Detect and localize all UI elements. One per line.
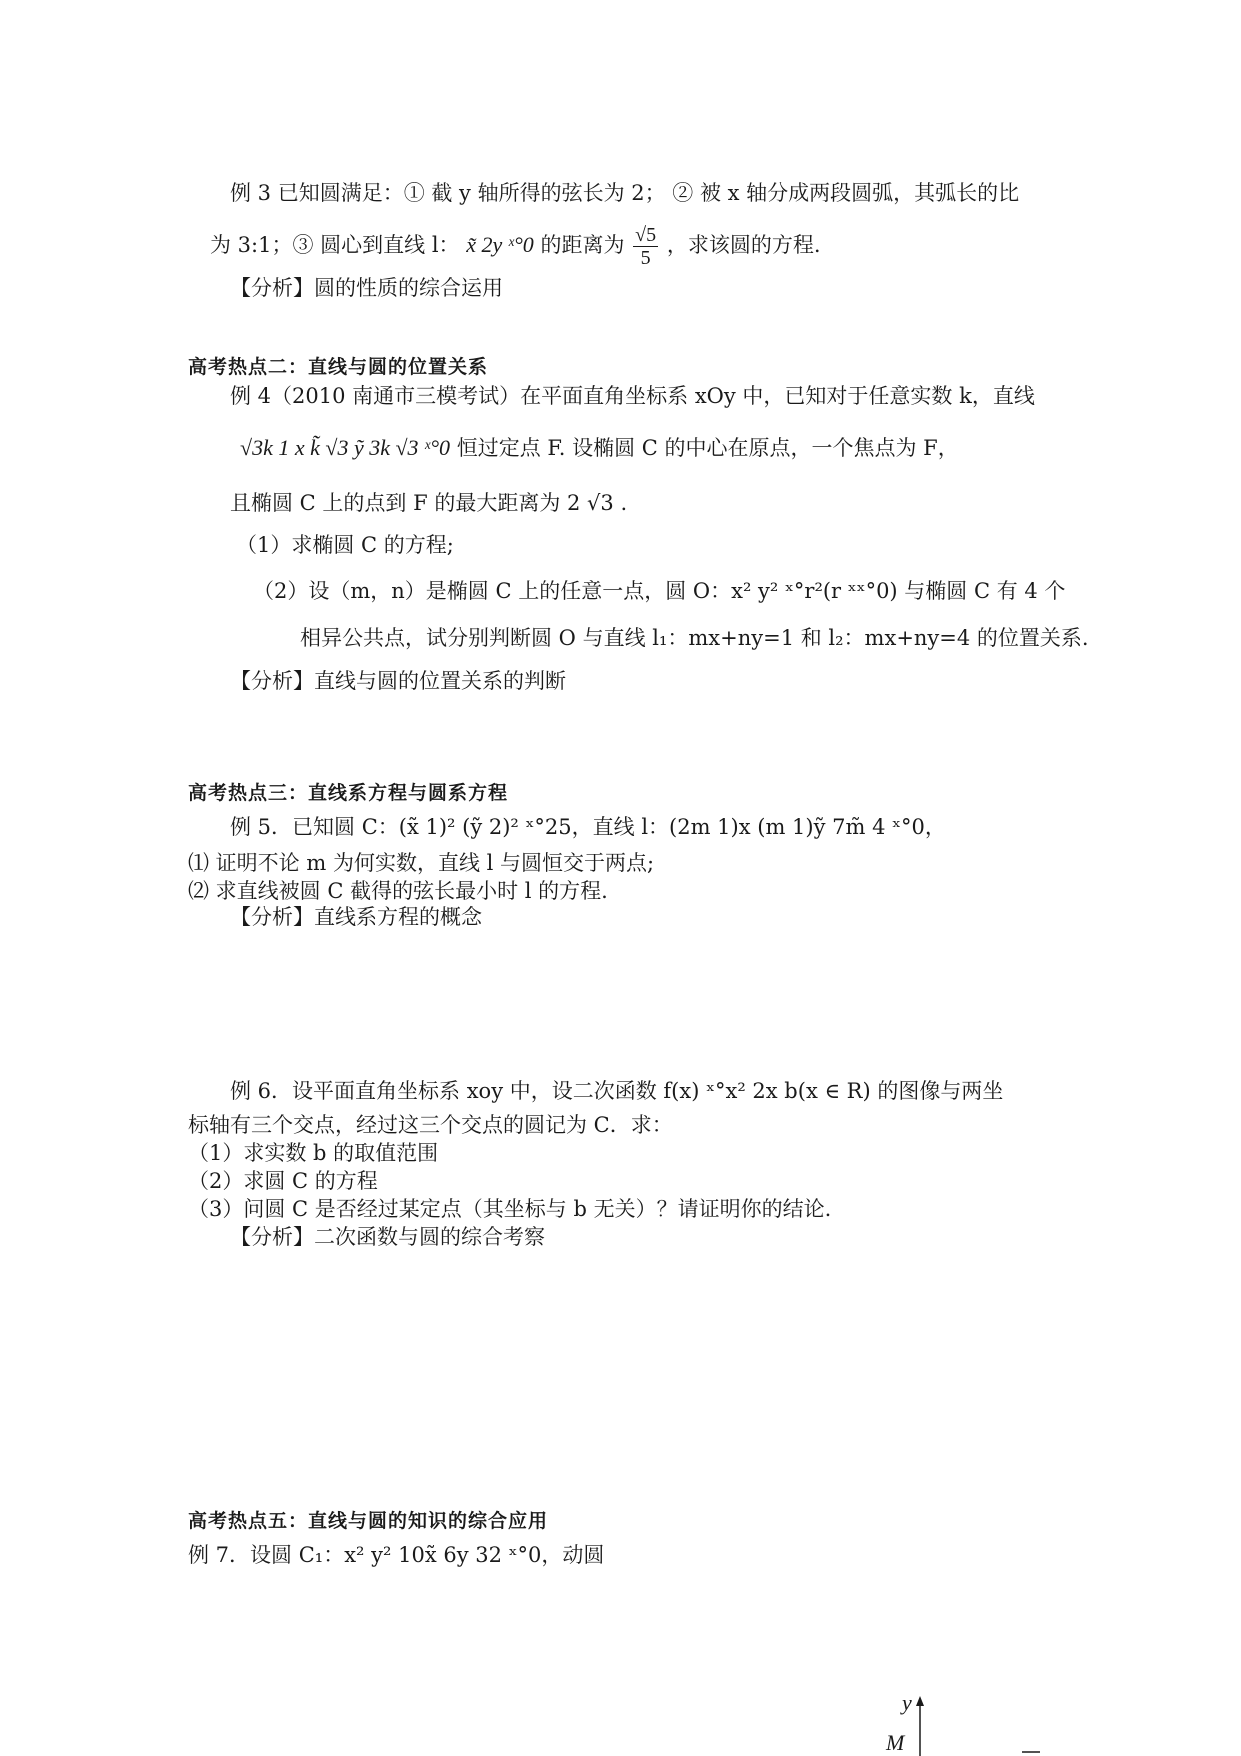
- ex4-line-equation: √3k 1 x k̃ √3 ỹ 3k √3 ˣ°0: [240, 435, 451, 460]
- hot2-heading: 高考热点二：直线与圆的位置关系: [188, 356, 489, 378]
- ex3-line2: [210, 224, 821, 269]
- ex6-question1: （1）求实数 b 的取值范围: [188, 1141, 439, 1165]
- ex3-line2-text-a: 为 3:1；③ 圆心到直线 l：: [210, 233, 460, 257]
- figure-y-axis: [910, 1696, 930, 1756]
- ex6-question2: （2）求圆 C 的方程: [188, 1169, 378, 1193]
- ex6-line1: 例 6．设平面直角坐标系 xoy 中，设二次函数 f(x) ˣ°x² 2x b(x ∈ R) 的图像与两坐: [230, 1079, 1004, 1103]
- ex5-analysis: 【分析】直线系方程的概念: [230, 905, 482, 929]
- ex6-line2: 标轴有三个交点，经过这三个交点的圆记为 C．求：: [188, 1113, 673, 1137]
- ex4-question2-line2: 相异公共点，试分别判断圆 O 与直线 l₁：mx+ny=1 和 l₂：mx+ny=4 的位置关系.: [300, 626, 1089, 650]
- ex3-distance-fraction: [633, 224, 658, 269]
- ex4-analysis: 【分析】直线与圆的位置关系的判断: [230, 669, 566, 693]
- ex4-line2: [240, 435, 959, 461]
- ex5-line1: 例 5．已知圆 C：(x̃ 1)² (ỹ 2)² ˣ°25，直线 l：(2m 1)x (m 1)ỹ 7m̃ 4 ˣ°0，: [230, 815, 946, 839]
- ex7-line1: 例 7．设圆 C₁：x² y² 10x̃ 6y 32 ˣ°0，动圆: [188, 1543, 605, 1567]
- ex3-line2-text-b: 的距离为: [540, 233, 625, 257]
- hot5-heading: 高考热点五：直线与圆的知识的综合应用: [188, 1510, 549, 1532]
- ex5-question1: ⑴ 证明不论 m 为何实数，直线 l 与圆恒交于两点;: [188, 851, 655, 875]
- figure-y-axis-label: y: [902, 1690, 912, 1715]
- ex4-line3: 且椭圆 C 上的点到 F 的最大距离为 2 √3 .: [230, 491, 628, 515]
- ex4-question2-line1: （2）设（m，n）是椭圆 C 上的任意一点，圆 O：x² y² ˣ°r²(r ˣˣ°0) 与椭圆 C 有 4 个: [253, 579, 1066, 603]
- ex5-question2: ⑵ 求直线被圆 C 截得的弦长最小时 l 的方程.: [188, 879, 608, 903]
- ex3-line-equation: x̃ 2y ˣ°0: [466, 232, 534, 257]
- hot3-heading: 高考热点三：直线系方程与圆系方程: [188, 782, 509, 804]
- ex6-analysis: 【分析】二次函数与圆的综合考察: [230, 1225, 545, 1249]
- figure-curve-fragment: [1020, 1740, 1050, 1754]
- ex3-line2-text-c: ，求该圆的方程.: [666, 233, 821, 257]
- ex6-question3: （3）问圆 C 是否经过某定点（其坐标与 b 无关）？请证明你的结论.: [188, 1197, 832, 1221]
- ex3-line1: 例 3 已知圆满足：① 截 y 轴所得的弦长为 2； ② 被 x 轴分成两段圆弧，其弧长的比: [230, 181, 1020, 205]
- ex3-fraction-denominator: 5: [640, 247, 651, 269]
- ex4-question1: （1）求椭圆 C 的方程;: [236, 533, 454, 557]
- ex3-analysis: 【分析】圆的性质的综合运用: [230, 276, 503, 300]
- ex3-fraction-numerator: √5: [635, 224, 657, 246]
- ex4-line2-text: 恒过定点 F. 设椭圆 C 的中心在原点，一个焦点为 F，: [456, 436, 959, 460]
- figure-m-label: M: [886, 1730, 905, 1755]
- ex4-line1: 例 4（2010 南通市三模考试）在平面直角坐标系 xOy 中，已知对于任意实数 k，直线: [230, 384, 1035, 408]
